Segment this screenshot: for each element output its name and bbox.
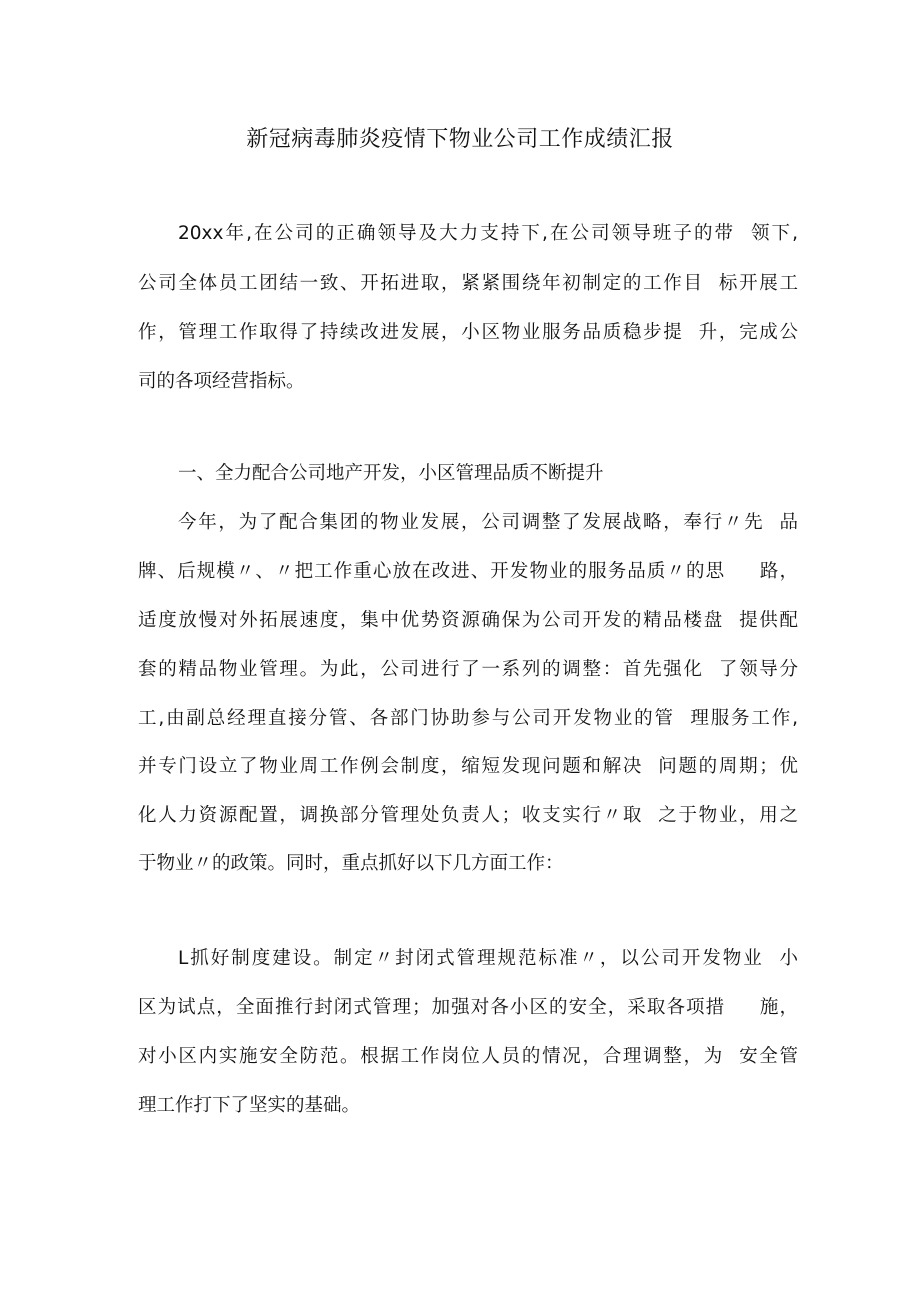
intro-line: 司的各项经营指标。 [138, 371, 305, 392]
item-line: 区为试点，全面推行封闭式管理；加强对各小区的安全，采取各项措 施， [138, 997, 798, 1018]
section-body-line: 化人力资源配置，调换部分管理处负责人；收支实行〃取 之于物业，用之 [138, 805, 798, 826]
item-line: 对小区内实施安全防范。根据工作岗位人员的情况，合理调整，为 安全管 [138, 1046, 798, 1067]
item-line: L抓好制度建设。制定〃封闭式管理规范标准〃，以公司开发物业 小 [178, 948, 798, 969]
section-body-line: 牌、后规模〃、〃把工作重心放在改进、开发物业的服务品质〃的思 路， [138, 561, 798, 582]
section-heading: 一、全力配合公司地产开发，小区管理品质不断提升 [178, 463, 604, 484]
section-body-line: 并专门设立了物业周工作例会制度，缩短发现问题和解决 问题的周期；优 [138, 756, 798, 777]
intro-line: 公司全体员工团结一致、开拓进取，紧紧围绕年初制定的工作目 标开展工 [138, 273, 798, 294]
section-body-line: 工,由副总经理直接分管、各部门协助参与公司开发物业的管 理服务工作, [138, 708, 798, 729]
section-body-line: 今年，为了配合集团的物业发展，公司调整了发展战略，奉行〃先 品 [178, 512, 798, 533]
section-body-line: 于物业〃的政策。同时，重点抓好以下几方面工作： [138, 853, 564, 874]
item-line: 理工作打下了坚实的基础。 [138, 1095, 361, 1116]
section-body-line: 适度放慢对外拓展速度，集中优势资源确保为公司开发的精品楼盘 提供配 [138, 610, 798, 631]
intro-line: 20xx年,在公司的正确领导及大力支持下,在公司领导班子的带 领下, [178, 223, 798, 244]
section-body-line: 套的精品物业管理。为此，公司进行了一系列的调整：首先强化 了领导分 [138, 659, 798, 680]
document-title: 新冠病毒肺炎疫情下物业公司工作成绩汇报 [246, 127, 674, 152]
intro-line: 作，管理工作取得了持续改进发展，小区物业服务品质稳步提 升，完成公 [138, 322, 798, 343]
